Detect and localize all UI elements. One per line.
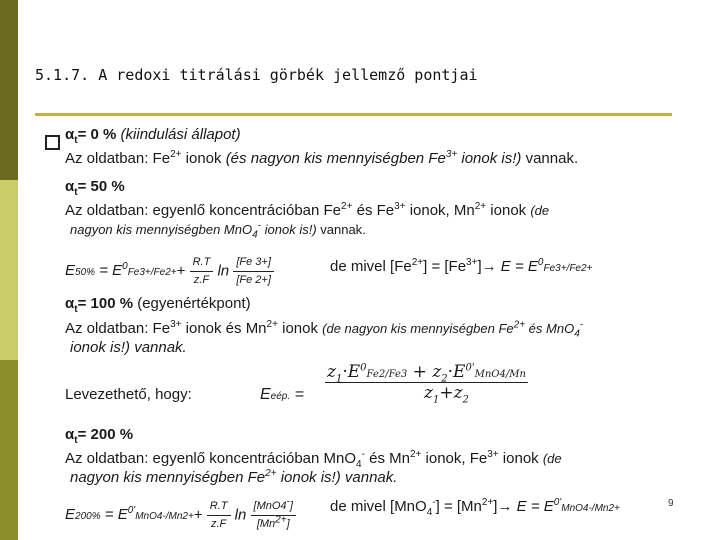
eep-fraction: $z_1\cdot E^0Fe2/Fe3 + z_2\cdot E^{0'}MnO4/Mn$ $z_1+z_2$ (327, 362, 526, 406)
alpha-50-equation: $E50\% = E^0Fe3+/Fe2++$ $\frac{R.T}{z.F}$ ln $\frac{[Fe 3+]}{[Fe 2+]}$ (65, 254, 274, 289)
alpha-100-text-1: Az oldatban: $Fe^{3+}$ ionok és $Mn^{2+}$ ionok (de nagyon kis mennyiségben $Fe^{2+}$ és MnO$_4$- (65, 319, 584, 340)
alpha-200-heading: $\alpha_t= 200$ % (65, 426, 134, 446)
eep-symbol: Eeép. = (260, 386, 304, 403)
derived-label: Levezethető, hogy: (65, 386, 192, 403)
alpha-0-text: Az oldatban: $Fe^{2+}$ ionok (és nagyon kis mennyiségben $Fe^{3+}$ ionok is!) vannak. (65, 149, 579, 167)
alpha-200-text-2: nagyon kis mennyiségben $Fe^{2+}$ ionok is!) vannak. (70, 468, 398, 486)
sidebar-stripe (0, 0, 18, 540)
alpha-100-text-2: ionok is!) vannak. (70, 339, 187, 356)
alpha-200-conclusion: de mivel $[MnO_4^-] = [Mn^{2+}]\to E = E^{0'}MnO4-/Mn2+$ (330, 497, 620, 518)
alpha-50-text-1: Az oldatban: egyenlő koncentrációban $Fe^{2+}$ és $Fe^{3+}$ ionok, $Mn^{2+}$ ionok (de (65, 201, 550, 219)
sidebar-bottom-block (0, 360, 18, 540)
page-number: 9 (668, 498, 674, 509)
alpha-200-text-1: Az oldatban: egyenlő koncentrációban MnO$_4$- és $Mn^{2+}$ ionok, $Fe^{3+}$ ionok (de (65, 449, 562, 470)
alpha-100-heading: $\alpha_t= 100$ % (egyenértékpont) (65, 295, 251, 315)
title-underline (35, 113, 672, 116)
sidebar-light-block (0, 180, 18, 360)
alpha-50-text-2: nagyon kis mennyiségben MnO$_4$- ionok is!) vannak. (70, 220, 366, 241)
alpha-0-heading: $\alpha_t= 0$ % (kiindulási állapot) (65, 126, 241, 146)
sidebar-dark-block (0, 0, 18, 180)
slide-title: 5.1.7. A redoxi titrálási görbék jellemző pontjai (35, 66, 478, 84)
alpha-200-equation: $E200\% = E^{0'}MnO4-/Mn2++$ $\frac{R.T}{z.F}$ ln $\frac{[MnO4^-]}{[Mn^{2+}]}$ (65, 498, 296, 533)
alpha-50-conclusion: de mivel $[Fe^{2+}] = [Fe^{3+}]\to E = E^0Fe3+/Fe2+$ (330, 257, 593, 275)
bullet-square-icon (45, 135, 60, 150)
alpha-50-heading: $\alpha_t= 50$ % (65, 178, 125, 198)
